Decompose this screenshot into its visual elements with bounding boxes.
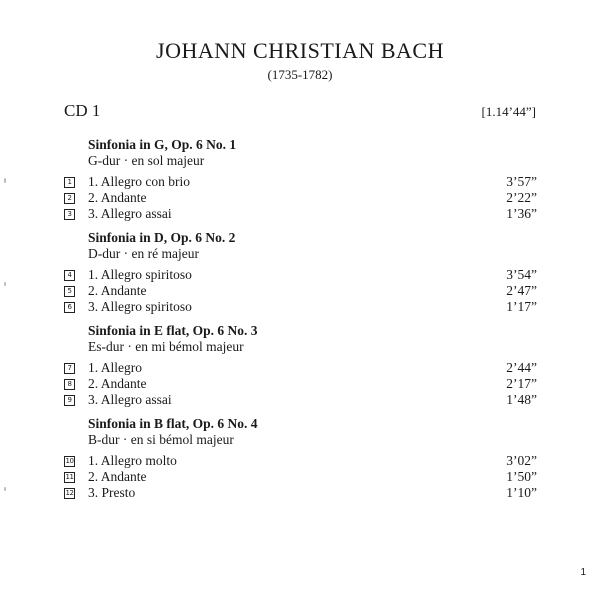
track-number-icon: 6 (64, 302, 75, 313)
scan-speck (4, 178, 6, 183)
track-duration: 1’36” (506, 206, 537, 221)
track-duration: 2’44” (506, 360, 537, 375)
track-number-icon: 1 (64, 177, 75, 188)
track-row (64, 206, 537, 222)
track-name: 1. Allegro molto (88, 453, 177, 468)
composer-dates: (1735-1782) (267, 67, 333, 82)
page-number: 1 (580, 567, 586, 578)
track-name: 1. Allegro con brio (88, 174, 190, 189)
track-name: 3. Allegro assai (88, 392, 172, 407)
track-row (64, 267, 537, 283)
track-row (64, 283, 537, 299)
work-block (64, 323, 537, 408)
track-name: 1. Allegro (88, 360, 142, 375)
cd-total-duration: [1.14’44”] (481, 104, 536, 119)
composer-name: JOHANN CHRISTIAN BACH (156, 38, 444, 63)
track-number-icon: 2 (64, 193, 75, 204)
track-duration: 3’02” (506, 453, 537, 468)
track-number-icon: 7 (64, 363, 75, 374)
track-number-icon: 12 (65, 489, 74, 497)
track-number-icon: 9 (64, 395, 75, 406)
track-row (64, 453, 537, 469)
track-name: 3. Allegro spiritoso (88, 299, 192, 314)
track-row (64, 360, 537, 376)
work-block (64, 416, 537, 501)
track-name: 2. Andante (88, 283, 147, 298)
track-number-icon: 4 (64, 270, 75, 281)
cd-label: CD 1 (64, 101, 101, 120)
track-number-icon: 11 (65, 473, 74, 481)
scan-speck (4, 487, 6, 491)
work-key: Es-dur · en mi bémol majeur (88, 339, 244, 354)
work-title: Sinfonia in B flat, Op. 6 No. 4 (88, 416, 258, 431)
track-number-icon: 8 (64, 379, 75, 390)
track-name: 1. Allegro spiritoso (88, 267, 192, 282)
track-duration: 2’22” (506, 190, 537, 205)
work-key: B-dur · en si bémol majeur (88, 432, 234, 447)
track-duration: 3’54” (506, 267, 537, 282)
track-duration: 3’57” (506, 174, 537, 189)
track-name: 2. Andante (88, 190, 147, 205)
track-row (64, 469, 537, 485)
work-key: D-dur · en ré majeur (88, 246, 199, 261)
work-block (64, 137, 537, 222)
track-name: 2. Andante (88, 469, 147, 484)
track-name: 3. Allegro assai (88, 206, 172, 221)
track-row (64, 485, 537, 501)
track-name: 3. Presto (88, 485, 136, 500)
track-row (64, 174, 537, 190)
track-number-icon: 3 (64, 209, 75, 220)
track-duration: 2’47” (506, 283, 537, 298)
track-duration: 1’50” (506, 469, 537, 484)
track-row (64, 299, 537, 315)
track-number-icon: 10 (65, 457, 74, 465)
work-block (64, 230, 537, 315)
track-duration: 1’17” (506, 299, 537, 314)
work-title: Sinfonia in D, Op. 6 No. 2 (88, 230, 236, 245)
track-duration: 1’10” (506, 485, 537, 500)
track-name: 2. Andante (88, 376, 147, 391)
work-title: Sinfonia in E flat, Op. 6 No. 3 (88, 323, 258, 338)
track-row (64, 190, 537, 206)
track-duration: 2’17” (506, 376, 537, 391)
track-number-icon: 5 (64, 286, 75, 297)
track-row (64, 392, 537, 408)
scan-speck (4, 282, 6, 286)
track-row (64, 376, 537, 392)
work-key: G-dur · en sol majeur (88, 153, 205, 168)
track-duration: 1’48” (506, 392, 537, 407)
work-title: Sinfonia in G, Op. 6 No. 1 (88, 137, 237, 152)
